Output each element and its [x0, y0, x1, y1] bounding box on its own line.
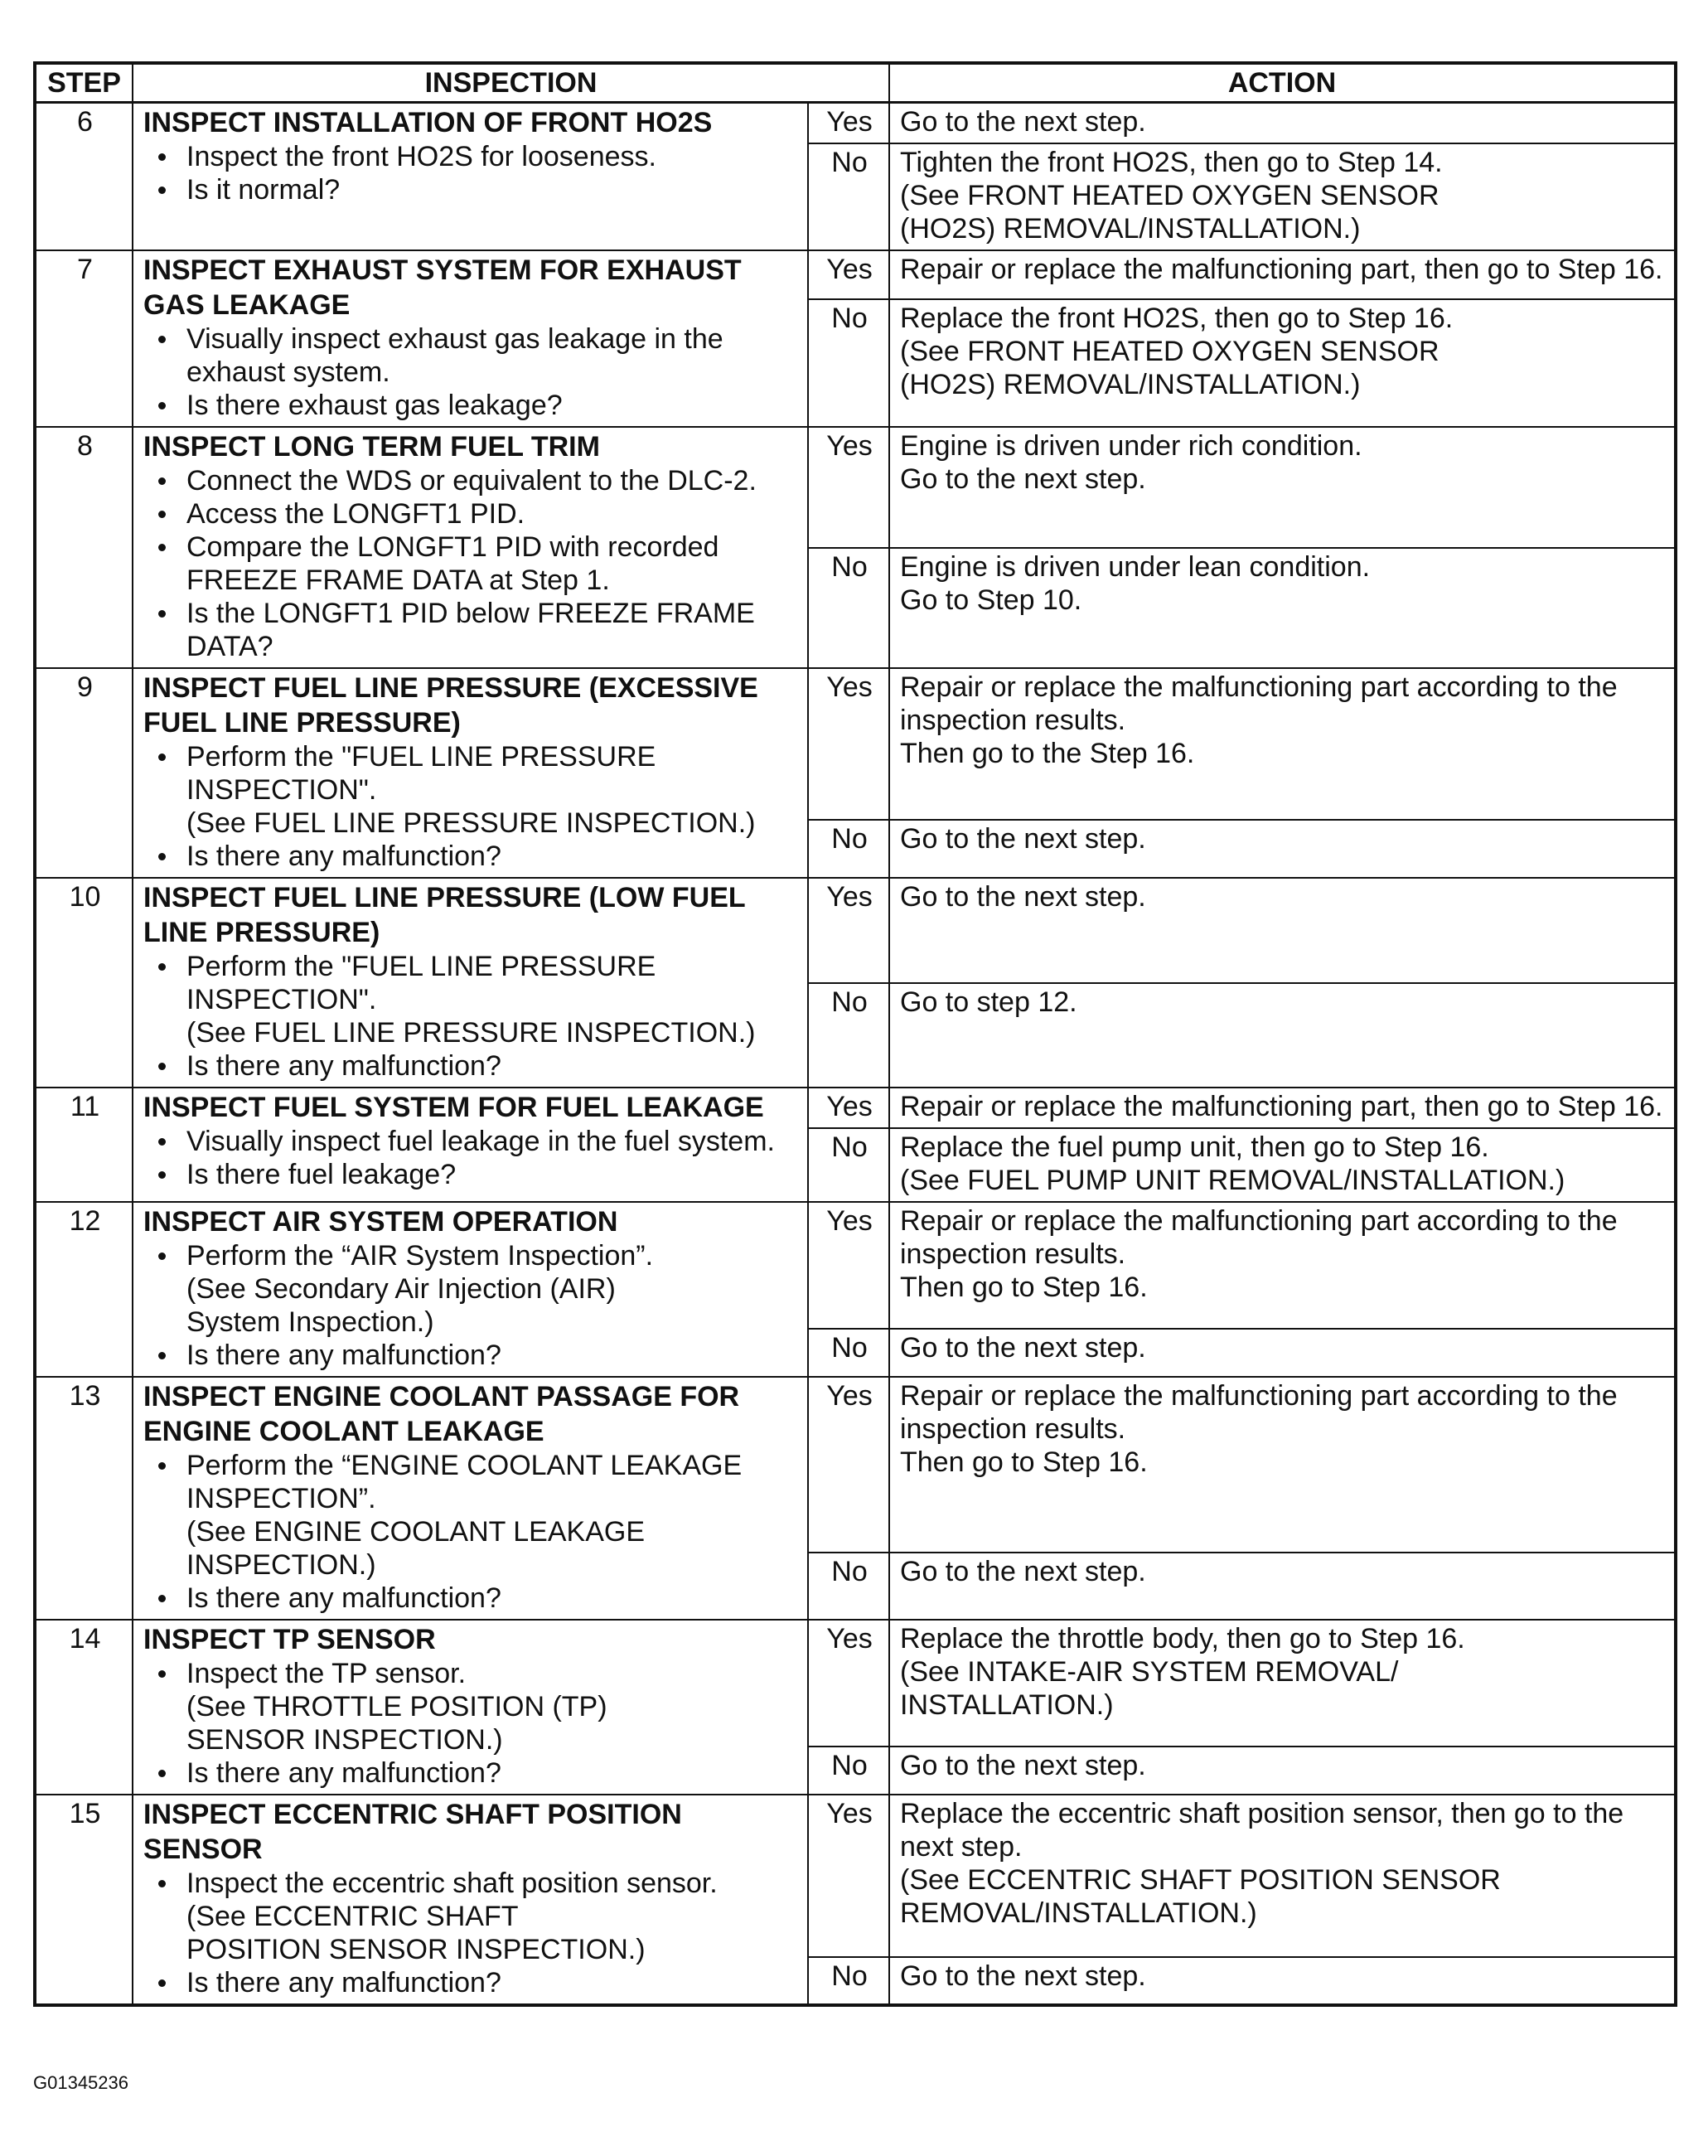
action-if-yes: Go to the next step. — [889, 103, 1676, 144]
step-number: 11 — [35, 1088, 133, 1202]
action-if-no: Tighten the front HO2S, then go to Step 14. (See FRONT HEATED OXYGEN SENSOR (HO2S) REMOVAL/INSTALLATION.) — [889, 143, 1676, 250]
answer-no: No — [808, 548, 889, 669]
step-title: INSPECT INSTALLATION OF FRONT HO2S — [143, 107, 713, 138]
step-title: INSPECT AIR SYSTEM OPERATION — [143, 1206, 618, 1238]
step-row-yes — [35, 103, 1676, 144]
answer-no: No — [808, 983, 889, 1088]
check-list — [143, 464, 799, 663]
action-if-yes: Replace the eccentric shaft position sensor, then go to the next step. (See ECCENTRIC SHAFT POSITION SENSOR REMOVAL/INSTALLATION.) — [889, 1795, 1676, 1957]
check-item: Is there any malfunction? — [143, 840, 799, 873]
step-number: 13 — [35, 1377, 133, 1620]
check-item: Perform the "FUEL LINE PRESSURE INSPECTION". (See FUEL LINE PRESSURE INSPECTION.) — [143, 740, 799, 840]
step-row-yes — [35, 1377, 1676, 1553]
answer-no: No — [808, 1553, 889, 1620]
action-if-no: Go to the next step. — [889, 1747, 1676, 1795]
action-if-yes: Repair or replace the malfunctioning part, then go to Step 16. — [889, 1088, 1676, 1128]
step-row-yes — [35, 250, 1676, 299]
check-item: Is there any malfunction? — [143, 1339, 799, 1372]
inspection-cell — [133, 1088, 808, 1202]
step-title: INSPECT EXHAUST SYSTEM FOR EXHAUST GAS LEAKAGE — [143, 254, 742, 321]
step-number: 6 — [35, 103, 133, 251]
step-number: 10 — [35, 878, 133, 1088]
step-row-yes — [35, 1795, 1676, 1957]
check-item: Is the LONGFT1 PID below FREEZE FRAME DATA? — [143, 597, 799, 663]
answer-no: No — [808, 1747, 889, 1795]
answer-yes: Yes — [808, 1795, 889, 1957]
inspection-cell — [133, 427, 808, 668]
action-if-yes: Replace the throttle body, then go to Step 16. (See INTAKE-AIR SYSTEM REMOVAL/ INSTALLATION.) — [889, 1620, 1676, 1747]
header-row — [35, 63, 1676, 103]
check-item: Is it normal? — [143, 173, 799, 206]
check-list — [143, 1239, 799, 1372]
procedure-body — [35, 103, 1676, 2006]
figure-id: G01345236 — [33, 2072, 128, 2093]
check-item: Perform the “AIR System Inspection”. (See Secondary Air Injection (AIR) System Inspection.) — [143, 1239, 799, 1339]
step-row-yes — [35, 1088, 1676, 1128]
action-if-yes: Repair or replace the malfunctioning part according to the inspection results. Then go to Step 16. — [889, 1377, 1676, 1553]
check-item: Is there exhaust gas leakage? — [143, 389, 799, 422]
answer-yes: Yes — [808, 103, 889, 144]
check-item: Inspect the TP sensor. (See THROTTLE POSITION (TP) SENSOR INSPECTION.) — [143, 1657, 799, 1756]
step-row-yes — [35, 1202, 1676, 1329]
check-item: Is there fuel leakage? — [143, 1158, 799, 1191]
check-item: Is there any malfunction? — [143, 1049, 799, 1083]
answer-yes: Yes — [808, 878, 889, 983]
answer-yes: Yes — [808, 1377, 889, 1553]
step-row-yes — [35, 427, 1676, 548]
check-item: Visually inspect exhaust gas leakage in the exhaust system. — [143, 322, 799, 389]
inspection-cell — [133, 103, 808, 251]
step-title: INSPECT FUEL LINE PRESSURE (EXCESSIVE FUEL LINE PRESSURE) — [143, 672, 758, 739]
check-item: Connect the WDS or equivalent to the DLC-2. — [143, 464, 799, 497]
check-item: Is there any malfunction? — [143, 1966, 799, 1999]
check-list — [143, 322, 799, 422]
inspection-cell — [133, 1377, 808, 1620]
step-title: INSPECT FUEL SYSTEM FOR FUEL LEAKAGE — [143, 1092, 764, 1123]
inspection-cell — [133, 1202, 808, 1377]
check-list — [143, 1125, 799, 1191]
answer-yes: Yes — [808, 250, 889, 299]
step-title: INSPECT ENGINE COOLANT PASSAGE FOR ENGINE COOLANT LEAKAGE — [143, 1381, 740, 1447]
action-if-no: Go to step 12. — [889, 983, 1676, 1088]
action-if-no: Go to the next step. — [889, 1329, 1676, 1377]
answer-no: No — [808, 1329, 889, 1377]
action-if-yes: Go to the next step. — [889, 878, 1676, 983]
step-title: INSPECT ECCENTRIC SHAFT POSITION SENSOR — [143, 1799, 682, 1865]
step-column-header: STEP — [35, 63, 133, 103]
answer-yes: Yes — [808, 668, 889, 820]
check-item: Is there any malfunction? — [143, 1756, 799, 1790]
answer-no: No — [808, 299, 889, 427]
step-number: 7 — [35, 250, 133, 427]
answer-yes: Yes — [808, 1202, 889, 1329]
step-number: 8 — [35, 427, 133, 668]
action-column-header: ACTION — [889, 63, 1676, 103]
answer-no: No — [808, 820, 889, 878]
answer-yes: Yes — [808, 1088, 889, 1128]
step-title: INSPECT TP SENSOR — [143, 1624, 436, 1655]
action-if-no: Go to the next step. — [889, 1957, 1676, 2005]
answer-yes: Yes — [808, 427, 889, 548]
action-if-no: Go to the next step. — [889, 820, 1676, 878]
answer-no: No — [808, 1957, 889, 2005]
check-item: Visually inspect fuel leakage in the fuel system. — [143, 1125, 799, 1158]
answer-no: No — [808, 1128, 889, 1202]
action-if-yes: Repair or replace the malfunctioning part according to the inspection results. Then go to the Step 16. — [889, 668, 1676, 820]
inspection-column-header: INSPECTION — [133, 63, 889, 103]
step-title: INSPECT FUEL LINE PRESSURE (LOW FUEL LINE PRESSURE) — [143, 882, 746, 948]
inspection-cell — [133, 250, 808, 427]
check-item: Access the LONGFT1 PID. — [143, 497, 799, 531]
step-row-yes — [35, 1620, 1676, 1747]
check-list — [143, 950, 799, 1083]
action-if-yes: Repair or replace the malfunctioning part according to the inspection results. Then go to Step 16. — [889, 1202, 1676, 1329]
action-if-yes: Repair or replace the malfunctioning part, then go to Step 16. — [889, 250, 1676, 299]
step-row-yes — [35, 878, 1676, 983]
action-if-no: Replace the front HO2S, then go to Step 16. (See FRONT HEATED OXYGEN SENSOR (HO2S) REMOVAL/INSTALLATION.) — [889, 299, 1676, 427]
inspection-cell — [133, 668, 808, 878]
diagnostic-procedure-table — [33, 61, 1677, 2007]
check-list — [143, 140, 799, 206]
check-list — [143, 1867, 799, 1999]
step-number: 9 — [35, 668, 133, 878]
action-if-no: Go to the next step. — [889, 1553, 1676, 1620]
step-row-yes — [35, 668, 1676, 820]
answer-yes: Yes — [808, 1620, 889, 1747]
step-number: 14 — [35, 1620, 133, 1795]
inspection-cell — [133, 1620, 808, 1795]
answer-no: No — [808, 143, 889, 250]
step-number: 15 — [35, 1795, 133, 2005]
check-list — [143, 740, 799, 873]
step-title: INSPECT LONG TERM FUEL TRIM — [143, 431, 600, 463]
inspection-cell — [133, 1795, 808, 2005]
check-item: Perform the “ENGINE COOLANT LEAKAGE INSPECTION”. (See ENGINE COOLANT LEAKAGE INSPECTION.) — [143, 1449, 799, 1582]
action-if-no: Engine is driven under lean condition. Go to Step 10. — [889, 548, 1676, 669]
check-list — [143, 1657, 799, 1790]
check-item: Is there any malfunction? — [143, 1582, 799, 1615]
check-item: Perform the "FUEL LINE PRESSURE INSPECTION". (See FUEL LINE PRESSURE INSPECTION.) — [143, 950, 799, 1049]
check-item: Compare the LONGFT1 PID with recorded FREEZE FRAME DATA at Step 1. — [143, 531, 799, 597]
inspection-cell — [133, 878, 808, 1088]
action-if-no: Replace the fuel pump unit, then go to Step 16. (See FUEL PUMP UNIT REMOVAL/INSTALLATION.) — [889, 1128, 1676, 1202]
check-item: Inspect the front HO2S for looseness. — [143, 140, 799, 173]
check-list — [143, 1449, 799, 1615]
action-if-yes: Engine is driven under rich condition. Go to the next step. — [889, 427, 1676, 548]
step-number: 12 — [35, 1202, 133, 1377]
check-item: Inspect the eccentric shaft position sensor. (See ECCENTRIC SHAFT POSITION SENSOR INSPECTION.) — [143, 1867, 799, 1966]
